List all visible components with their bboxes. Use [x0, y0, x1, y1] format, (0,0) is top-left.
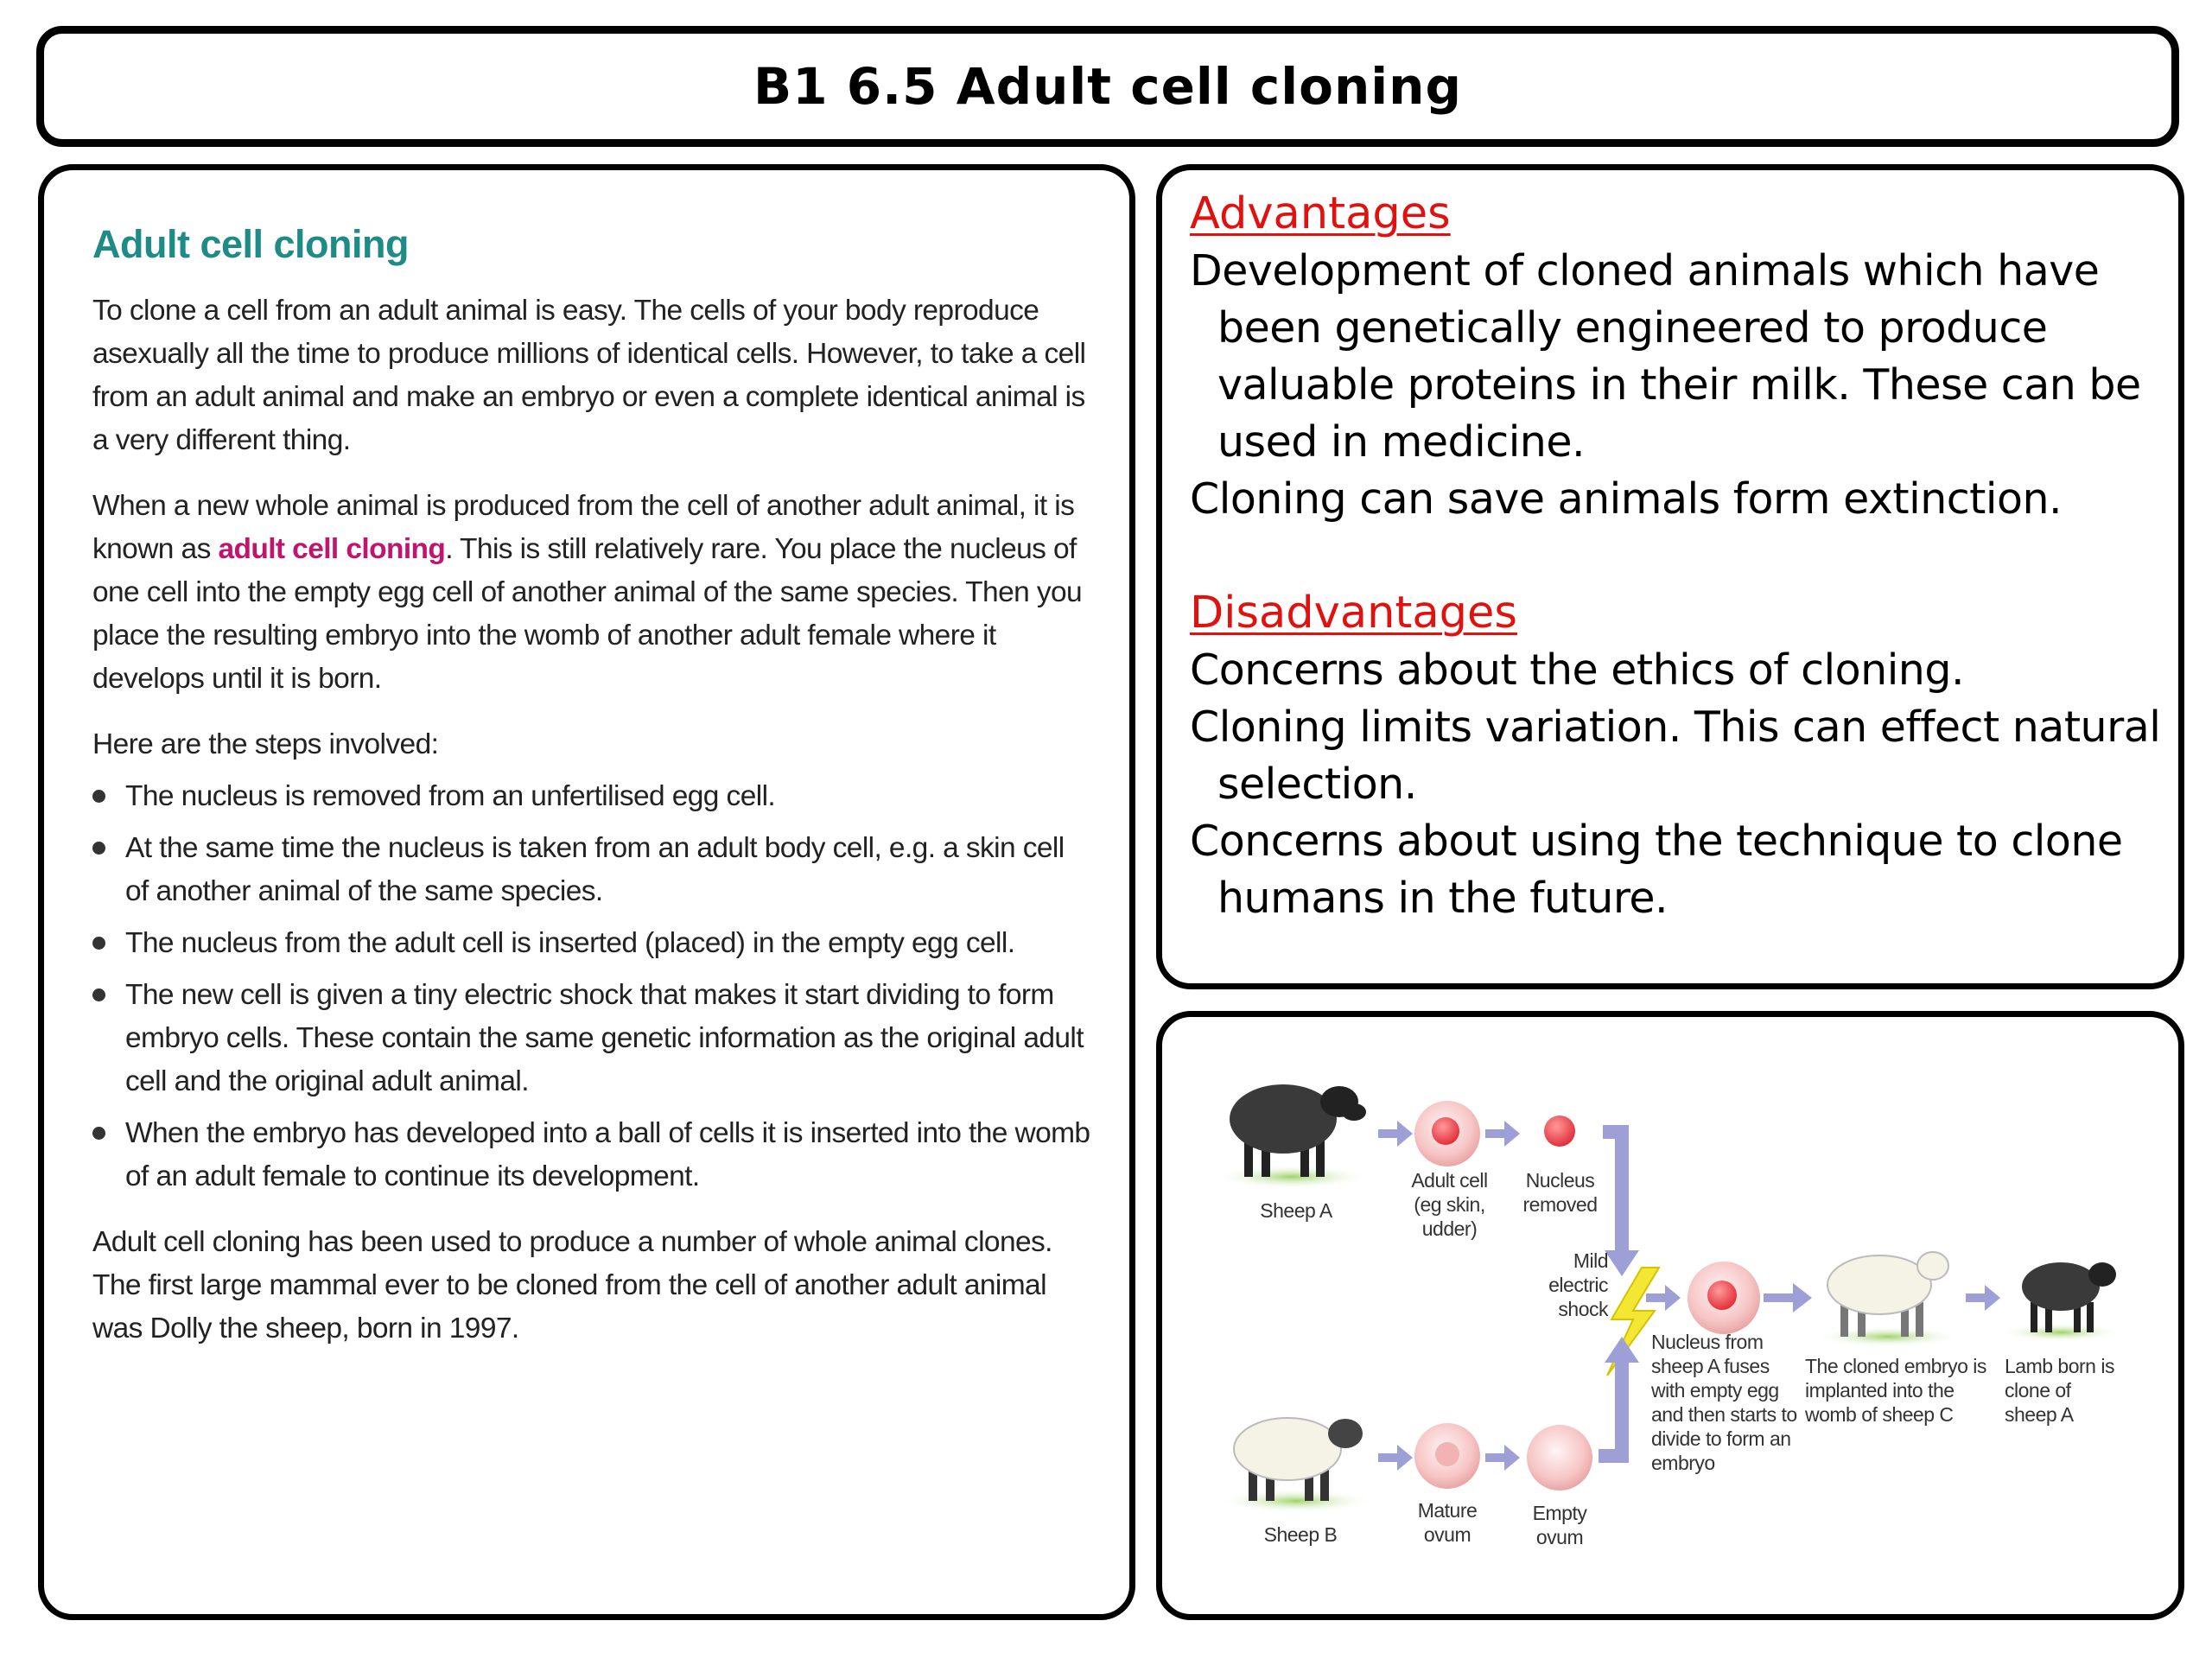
nucleus-icon [1544, 1116, 1575, 1147]
sheep-a-icon [1214, 1084, 1370, 1189]
sheep-b-icon [1218, 1418, 1374, 1513]
advantage-item: Cloning can save animals form extinction. [1190, 474, 2063, 524]
lamb-label: Lamb born is clone of sheep A [2005, 1355, 2114, 1426]
empty-ovum-label: Empty ovum [1532, 1502, 1587, 1548]
step-text: At the same time the nucleus is taken from an adult body cell, e.g. a skin cell of another animal of the same species. [125, 832, 1065, 907]
arrow-icon [1603, 1125, 1639, 1276]
textbook-para-3: Adult cell cloning has been used to produce a number of whole animal clones. The first large mammal ever to be cloned from the cell of another adult animal was Dolly the sheep, born in 1997. [92, 1226, 1052, 1344]
adult-cell-icon [1414, 1101, 1480, 1166]
para2-text-b: . This is still relatively rare. You place the nucleus of one cell into the empty egg cell of another animal of the same species. Then you place the resulting embryo into the womb of another adult female where it develops until it is born. [92, 533, 1083, 695]
bullet-icon [92, 937, 105, 950]
implant-step-label: The cloned embryo is implanted into the womb of sheep C [1805, 1355, 1986, 1426]
textbook-excerpt [92, 222, 1095, 1373]
pros-cons-content [1190, 186, 2166, 927]
advantage-item: Development of cloned animals which have been genetically engineered to produce valuable proteins in their milk. These can be used in medicine. [1190, 246, 2141, 467]
disadvantage-item: Concerns about the ethics of cloning. [1190, 645, 1965, 695]
textbook-panel [38, 164, 1135, 1620]
bullet-icon [92, 790, 105, 803]
list-item [92, 1112, 1095, 1198]
textbook-para-2 [92, 485, 1095, 701]
para2-text-a: When a new whole animal is produced from the cell of another adult animal, it is known as [92, 490, 1075, 565]
empty-ovum-icon [1527, 1425, 1592, 1491]
step-text: The new cell is given a tiny electric shock that makes it start dividing to form embryo cells. These contain the same genetic information as the original adult cell and the original adult animal. [125, 979, 1084, 1097]
steps-list [92, 775, 1095, 1198]
sheep-b-label: Sheep B [1263, 1523, 1338, 1546]
lamb-icon [2000, 1262, 2121, 1342]
keyword-adult-cell-cloning: adult cell cloning [218, 533, 446, 565]
steps-intro: Here are the steps involved: [92, 728, 439, 760]
arrow-icon [1485, 1121, 1520, 1147]
title-banner [36, 26, 2179, 147]
arrow-icon [1378, 1121, 1413, 1147]
step-text: When the embryo has developed into a ball of cells it is inserted into the womb of an adult female to continue its development. [125, 1117, 1090, 1192]
disadvantage-item: Concerns about using the technique to clone humans in the future. [1190, 817, 2123, 923]
electric-shock-label: Mild electric shock [1548, 1249, 1608, 1320]
textbook-heading: Adult cell cloning [92, 222, 410, 266]
mature-ovum-icon [1414, 1423, 1480, 1489]
bullet-icon [92, 1127, 105, 1140]
list-item [92, 775, 1095, 818]
arrow-icon [1966, 1285, 2000, 1311]
mature-ovum-label: Mature ovum [1417, 1499, 1478, 1546]
step-text: The nucleus is removed from an unfertilised egg cell. [125, 780, 776, 812]
list-item [92, 827, 1095, 913]
slide-title: B1 6.5 Adult cell cloning [753, 57, 1462, 116]
nucleus-removed-label: Nucleus removed [1522, 1169, 1598, 1216]
list-item [92, 974, 1095, 1103]
disadvantages-heading: Disadvantages [1190, 588, 1517, 639]
sheep-c-icon [1815, 1252, 1961, 1347]
arrow-icon [1646, 1285, 1681, 1311]
bullet-icon [92, 988, 105, 1001]
arrow-icon [1599, 1337, 1639, 1463]
textbook-para-1: To clone a cell from an adult animal is easy. The cells of your body reproduce asexually all the time to produce millions of identical cells. However, to take a cell from an adult animal and make an embryo or even a complete identical animal is a very different thing. [92, 295, 1086, 456]
adult-cell-label: Adult cell (eg skin, udder) [1411, 1169, 1488, 1240]
sheep-a-label: Sheep A [1260, 1199, 1332, 1222]
step-text: The nucleus from the adult cell is inserted (placed) in the empty egg cell. [125, 927, 1015, 959]
pros-cons-panel [1156, 164, 2184, 989]
cloning-diagram-panel [1156, 1011, 2184, 1620]
arrow-icon [1485, 1445, 1520, 1471]
arrow-icon [1378, 1445, 1413, 1471]
bullet-icon [92, 842, 105, 855]
disadvantage-item: Cloning limits variation. This can effect natural selection. [1190, 702, 2161, 809]
fused-cell-icon [1688, 1262, 1760, 1334]
spacer [1190, 528, 2166, 585]
advantages-heading: Advantages [1190, 188, 1451, 239]
fusion-step-label: Nucleus from sheep A fuses with empty egg and then starts to divide to form an embryo [1651, 1331, 1797, 1474]
arrow-icon [1764, 1283, 1812, 1313]
list-item [92, 922, 1095, 965]
